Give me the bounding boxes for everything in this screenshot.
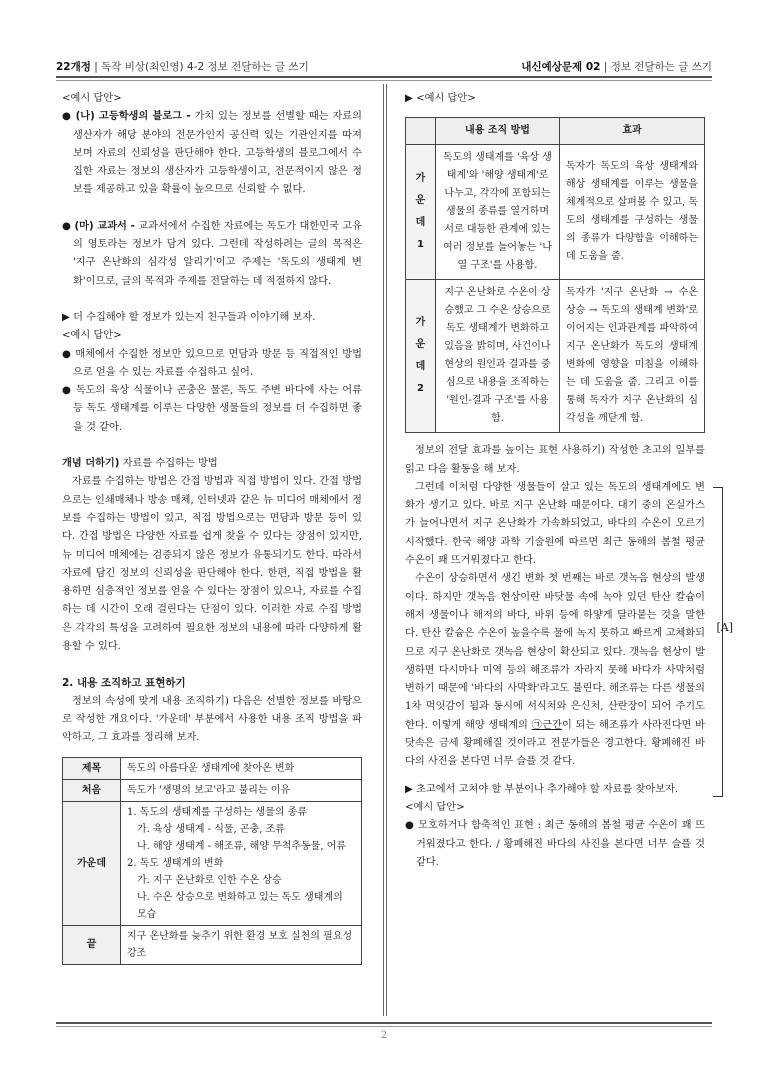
left-column: [62, 90, 362, 965]
table-row: [406, 145, 705, 280]
table-cell: 독자가 '지구 온난화 → 수온 상승 → 독도의 생태계 변화'로 이어지는 인과관계를 파악하여 지구 온난화가 독도의 생태계 변화에 영향을 미침을 이해하는 데 도움을 줌. 그리고 이를 통해 독자가 지구 온난화의 심각성을 깨닫게 함.: [560, 280, 705, 433]
table-cell: 독자가 독도의 육상 생태계와 해상 생태계를 이루는 생물을 체계적으로 살펴볼 수 있고, 독도의 생태계를 구성하는 생물의 종류가 다양함을 이해하는 데 도움을 줌.: [560, 145, 705, 280]
answer-bullet-blog: ● (나) 고등학생의 블로그 - 가치 있는 정보를 선별할 때는 자료의 생산자가 해당 분야의 전문가인지 공신력 있는 기관인지를 따져 보며 자료의 신뢰성을 판단해야 한다. 고등학생의 블로그에서 수집한 자료는 정보의 생산자가 고등학생이고, 전문적이지 않은 정보를 제공하고 있을 확률이 높으므로 신뢰할 수 없다.: [62, 111, 362, 196]
example-answer-title: <예시 답안>: [405, 801, 465, 813]
draft-text: 수온이 상승하면서 생긴 변화 첫 번째는 바로 갯녹음 현상의 발생이다. 하지만 갯녹음 현상이란 바닷물 속에 녹아 있던 탄산 칼슘이 해저 생물이나 해저의 바다, 바위 등에 하얗게 달라붙는 것을 말한다. 탄산 칼슘은 수온이 높을수록 물에 녹지 못하고 빠르게 고체화되므로 지구 온난화로 갯녹음 현상이 확산되고 있다. 갯녹음 현상이 발생하면 다시마나 미역 등의 해조류가 자라지 못해 바다가 사막처럼 변하기 때문에 '바다의 사막화'라고도 불린다. 해조류는 다른 생물의 1차 먹잇감이 됨과 동시에 서식처와 은신처, 산란장이 되어 주기도 한다. 이렇게 해양 생태계의: [405, 573, 705, 731]
bullet-text: 독도의 육상 식물이나 곤충은 물론, 독도 주변 바다에 사는 어류 등 독도 생태계를 이루는 다양한 생물들의 정보를 더 수집하면 좋을 것 같아.: [73, 385, 362, 433]
question-expression: 정보의 전달 효과를 높이는 표현 사용하기) 작성한 초고의 일부를 읽고 다음 활동을 해 보자.: [405, 445, 705, 475]
row-header: 가운데: [63, 801, 121, 925]
outline-table: [62, 757, 362, 965]
row-label: 가 운 데 1: [406, 145, 436, 280]
table-row: [63, 801, 362, 925]
concept-label: 개념 더하기): [62, 458, 120, 470]
draft-passage: [405, 479, 733, 772]
draft-paragraph: 그런데 이처럼 다양한 생물들이 살고 있는 독도의 생태계에도 변화가 생기고 있다. 바로 지구 온난화 때문이다. 대기 중의 온실가스가 늘어나면서 지구 온난화가 가속화되었고, 바다의 수온이 오르기 시작했다. 한국 해양 과학 기술원에 따르면 최근 동해의 봄철 평균 수온이 꽤 뜨거워졌다고 한다.: [405, 481, 705, 567]
concept-paragraph: 자료를 수집하는 방법은 간접 방법과 직접 방법이 있다. 간접 방법으로는 인쇄매체나 방송 매체, 인터넷과 같은 뉴 미디어 매체에서 정보를 수집하는 방법이 있고, 직접 방법으로는 면담과 방문 등이 있다. 간접 방법은 다양한 자료를 쉽게 찾을 수 있다는 장점이 있지만, 뉴 미디어 매체에는 검증되지 않은 정보가 유통되기도 한다. 따라서 자료에 담긴 정보의 신뢰성을 판단해야 한다. 한편, 직접 방법을 활용하면 심층적인 정보를 얻을 수 있다는 장점이 있으나, 자료를 수집하는 데 시간이 오래 걸린다는 단점이 있다. 이러한 자료 수집 방법은 각각의 특성을 고려하여 필요한 정보의 내용에 따라 다양하게 활용할 수 있다.: [62, 476, 362, 653]
draft-paragraph: [405, 570, 705, 771]
row-header: 처음: [63, 779, 121, 801]
column-divider: [383, 84, 387, 1016]
bracket-label: [A]: [716, 620, 733, 634]
table-row: [406, 280, 705, 433]
row-label: 가 운 데 2: [406, 280, 436, 433]
bullet-text: 매체에서 수집한 정보만 있으므로 면담과 방문 등 직접적인 방법으로 얻을 수 있는 자료를 수집하고 싶어.: [73, 348, 362, 378]
corner-cell: [406, 118, 436, 145]
table-cell: 지구 온난화를 늦추기 위한 환경 보호 실천의 필요성 강조: [121, 925, 362, 964]
table-cell: 독도의 아름다운 생태계에 찾아온 변화: [121, 757, 362, 779]
bullet-text: 가치 있는 정보를 선별할 때는 자료의 생산자가 해당 분야의 전문가인지 공신력 있는 기관인지를 따져 보며 자료의 신뢰성을 판단해야 한다. 고등학생의 블로그에서 수집한 자료는 정보의 생산자가 고등학생이고, 전문적이지 않은 정보를 제공하고 있을 확률이 높으므로 신뢰할 수 없다.: [73, 111, 362, 196]
table-cell: 독도가 '생명의 보고'라고 불리는 이유: [121, 779, 362, 801]
outline-item: 1. 독도의 생태계를 구성하는 생물의 종류: [127, 806, 307, 818]
header-unit: | 정보 전달하는 글 쓰기: [603, 61, 712, 73]
table-row: [63, 757, 362, 779]
section-paragraph: 정보의 속성에 맞게 내용 조직하기) 다음은 선별한 정보를 바탕으로 작성한 개요이다. '가운데' 부분에서 사용한 내용 조직 방법을 파악하고, 그 효과를 정리해 보자.: [62, 695, 362, 744]
column-header: 내용 조직 방법: [436, 118, 560, 145]
answer-bullet-textbook: ● (마) 교과서 - 교과서에서 수집한 자료에는 독도가 대한민국 고유의 영토라는 정보가 담겨 있다. 그런데 작성하려는 글의 목적은 '지구 온난화의 심각성 알리기'이고 주제는 '독도의 생태계 변화'이므로, 글의 목적과 주제를 전달하는 데 적절하지 않다.: [62, 220, 362, 287]
page-header: [56, 54, 712, 74]
example-answer-title: <예시 답안>: [62, 93, 122, 104]
table-row: [63, 779, 362, 801]
column-header: 효과: [560, 118, 705, 145]
concept-heading: [62, 455, 362, 473]
table-cell: 독도의 생태계를 '육상 생태계'와 '해양 생태계'로 나누고, 각각에 포함되는 생물의 종류를 열거하며 서로 대등한 관계에 있는 여러 정보를 늘어놓는 '나열 구조'를 사용함.: [436, 145, 560, 280]
row-header: 제목: [63, 757, 121, 779]
page-number: 2: [380, 1030, 388, 1041]
table-header-row: [406, 118, 705, 145]
organization-table: [405, 117, 705, 433]
header-course: | 독작 비상(최인영) 4-2 정보 전달하는 글 쓰기: [94, 61, 309, 73]
underlined-term: ㉠근간: [531, 719, 562, 731]
example-answer-title: ▶ <예시 답안>: [405, 93, 476, 104]
header-edition: 22개정: [56, 61, 91, 73]
header-exam-title: 내신예상문제 02: [521, 61, 601, 73]
footer-rule: [56, 1022, 712, 1024]
footer-rule-thin: [56, 1026, 712, 1027]
table-row: [63, 925, 362, 964]
bullet-text: 교과서에서 수집한 자료에는 독도가 대한민국 고유의 영토라는 정보가 담겨 있다. 그런데 작성하려는 글의 목적은 '지구 온난화의 심각성 알리기'이고 주제는 '독도의 생태계 변화'이므로, 글의 목적과 주제를 전달하는 데 적절하지 않다.: [73, 220, 362, 287]
bullet-label: (마) 교과서 -: [74, 220, 135, 232]
table-cell: 지구 온난화로 수온이 상승했고 그 수온 상승으로 독도 생태계가 변화하고 있음을 밝히며, 사건이나 현상의 원인과 결과를 중심으로 내용을 조직하는 '원인-결과 구조'를 사용함.: [436, 280, 560, 433]
outline-item: 2. 독도 생태계의 변화: [127, 857, 224, 869]
right-column: [405, 90, 733, 872]
header-left: [56, 59, 309, 74]
outline-subitem: 나. 수온 상승으로 변화하고 있는 독도 생태계의 모습: [137, 891, 343, 920]
row-header: 끝: [63, 925, 121, 964]
example-answer-title: <예시 답안>: [62, 330, 122, 342]
question-more-info: ▶ 더 수집해야 할 정보가 있는지 친구들과 이야기해 보자.: [62, 311, 316, 323]
section-title: 2. 내용 조직하고 표현하기: [62, 677, 186, 690]
table-cell: [121, 801, 362, 925]
outline-subitem: 가. 육상 생태계 - 식물, 곤충, 조류: [137, 823, 285, 835]
outline-subitem: 가. 지구 온난화로 인한 수온 상승: [137, 874, 282, 886]
concept-title: 자료를 수집하는 방법: [119, 458, 218, 470]
header-right: [521, 59, 712, 74]
outline-subitem: 나. 해양 생태계 - 해조류, 해양 무척추동물, 어류: [137, 840, 347, 852]
header-rule-thin: [56, 80, 712, 81]
header-rule: [56, 76, 712, 78]
bullet-label: (나) 고등학생의 블로그 -: [75, 111, 191, 123]
answer-bullet: ● 독도의 육상 식물이나 곤충은 물론, 독도 주변 바다에 사는 어류 등 독도 생태계를 이루는 다양한 생물들의 정보를 더 수집하면 좋을 것 같아.: [62, 385, 362, 433]
answer-bullet: ● 매체에서 수집한 정보만 있으므로 면담과 방문 등 직접적인 방법으로 얻을 수 있는 자료를 수집하고 싶어.: [62, 348, 362, 378]
answer-bullet: ● 모호하거나 함축적인 표현 : 최근 동해의 봄철 평균 수온이 꽤 뜨거워졌다고 한다. / 황폐해진 바다의 사진을 본다면 너무 슬플 것 같다.: [405, 820, 705, 868]
question-revise: ▶ 초고에서 고쳐야 할 부분이나 추가해야 할 자료를 찾아보자.: [405, 783, 679, 795]
draft-text: 이 되는 해조류가 사라진다면 바닷속은 금세 황폐해질 것이라고 전문가들은 경고한다. 황폐해진 바다의 사진을 본다면 너무 슬플 것 같다.: [405, 719, 705, 768]
passage-bracket: [713, 487, 723, 797]
bullet-text: 모호하거나 함축적인 표현 : 최근 동해의 봄철 평균 수온이 꽤 뜨거워졌다고 한다. / 황폐해진 바다의 사진을 본다면 너무 슬플 것 같다.: [416, 820, 705, 868]
